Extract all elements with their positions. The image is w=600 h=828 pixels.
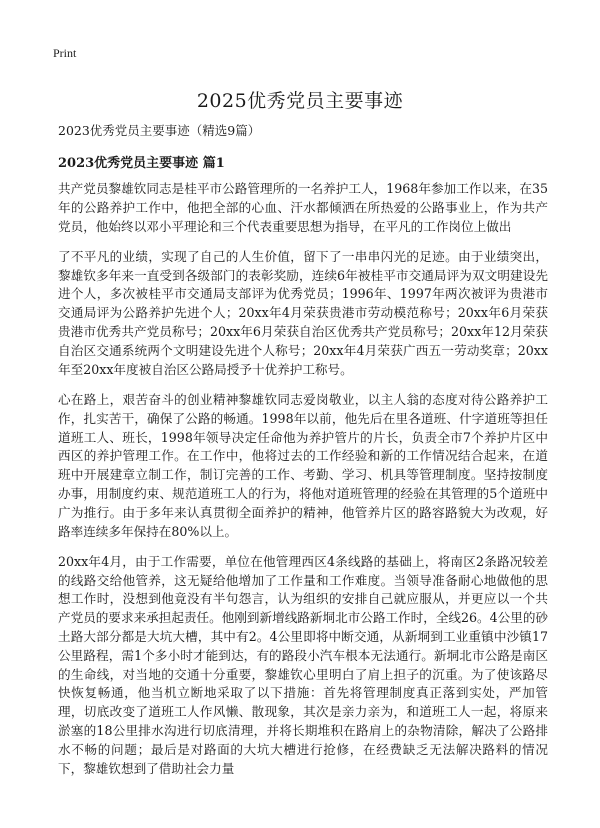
section-heading: 2023优秀党员主要事迹 篇1: [58, 156, 225, 171]
article-body: [58, 180, 548, 790]
paragraph: 共产党员黎雄钦同志是桂平市公路管理所的一名养护工人，1968年参加工作以来，在35年的公路养护工作中，他把全部的心血、汗水都倾洒在所热爱的公路事业上，作为共产党员，他始终以邓小平理论和三个代表重要思想为指导，在平凡的工作岗位上做出: [58, 181, 548, 234]
document-subtitle: 2023优秀党员主要事迹（精选9篇）: [58, 123, 261, 138]
paragraph: 心在路上，艰苦奋斗的创业精神黎雄钦同志爱岗敬业，以主人翁的态度对待公路养护工作，扎实苦干，确保了公路的畅通。1998年以前，他先后在里各道班、什字道班等担任道班工人、班长，1998年领导决定任命他为养护管片的片长，负责全市7个养护片区中西区的养护管理工作。在工作中，他将过去的工作经验和新的工作情况结合起来，在道班中开展建章立制工作，制订完善的工作、考勤、学习、机具等管理制度。坚持按制度办事，用制度约束、规范道班工人的行为，将他对道班管理的经验在其管理的5个道班中广为推行。由于多年来认真贯彻全面养护的精神，他管养片区的路容路貌大为改观，好路率连续多年保持在80%以上。: [58, 391, 548, 539]
paragraph: 了不平凡的业绩，实现了自己的人生价值，留下了一串串闪光的足迹。由于业绩突出，黎雄钦多年来一直受到各级部门的表彰奖励，连续6年被桂平市交通局评为双文明建设先进个人，多次被桂平市交通局支部评为优秀党员；1996年、1997年两次被评为贵港市交通局评为公路养护先进个人；20xx年4月荣获贵港市劳动模范称号；20xx年6月荣获贵港市优秀共产党员称号；20xx年6月荣获自治区优秀共产党员称号；20xx年12月荣获自治区交通系统两个文明建设先进个人称号；20xx年4月荣获广西五一劳动奖章；20xx年至20xx年度被自治区公路局授予十优养护工称号。: [58, 248, 548, 377]
document-title: 2025优秀党员主要事迹: [196, 90, 404, 112]
print-link[interactable]: Print: [53, 46, 77, 60]
paragraph: 20xx年4月，由于工作需要，单位在他管理西区4条线路的基础上，将南区2条路况较差的线路交给他管养，这无疑给他增加了工作量和工作难度。当领导准备耐心地做他的思想工作时，没想到他竟没有半句怨言，认为组织的安排自己就应服从，并更应以一个共产党员的要求来承担起责任。他刚到新增线路新垌北市公路工作时，全线26。4公里的砂土路大部分都是大坑大槽，其中有2。4公里即将中断交通，从新垌到工业重镇中沙镇17公里路程，需1个多小时才能到达，有的路段小汽车根本无法通行。新垌北市公路是南区的生命线，对当地的交通十分重要，黎雄钦心里明白了肩上担子的沉重。为了使该路尽快恢复畅通，他当机立断地采取了以下措施：首先将管理制度真正落到实处，严加管理，切底改变了道班工人作风懒、散现象，其次是亲力亲为，和道班工人一起，将原来淤塞的18公里排水沟进行切底清理，并将长期堆积在路肩上的杂物清除，解决了公路排水不畅的问题；最后是对路面的大坑大槽进行抢修，在经费缺乏无法解决路料的情况下，黎雄钦想到了借助社会力量: [58, 553, 549, 776]
